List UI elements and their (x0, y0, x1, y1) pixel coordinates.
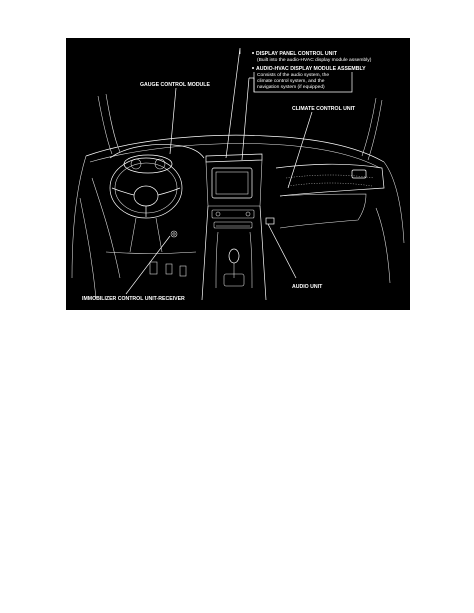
label-gauge-control-module: GAUGE CONTROL MODULE (140, 82, 210, 88)
label-audio-hvac-note-3: navigation system (if equipped) (257, 85, 325, 90)
label-immobilizer-control-unit: IMMOBILIZER CONTROL UNIT-RECEIVER (82, 296, 185, 302)
label-audio-unit: AUDIO UNIT (292, 284, 323, 290)
label-audio-hvac-note-1: Consists of the audio system, the (257, 73, 330, 78)
label-display-panel-note: (Built into the audio-HVAC display module assembly) (257, 58, 372, 63)
label-bullet (252, 52, 254, 54)
label-audio-hvac-assembly: AUDIO-HVAC DISPLAY MODULE ASSEMBLY (256, 66, 366, 72)
label-climate-control-unit: CLIMATE CONTROL UNIT (292, 106, 356, 112)
label-display-panel-control-unit: DISPLAY PANEL CONTROL UNIT (256, 51, 337, 57)
diagram-background (66, 38, 410, 310)
label-bullet (252, 67, 254, 69)
dashboard-diagram (66, 38, 410, 310)
label-audio-hvac-note-2: climate control system, and the (257, 79, 325, 84)
